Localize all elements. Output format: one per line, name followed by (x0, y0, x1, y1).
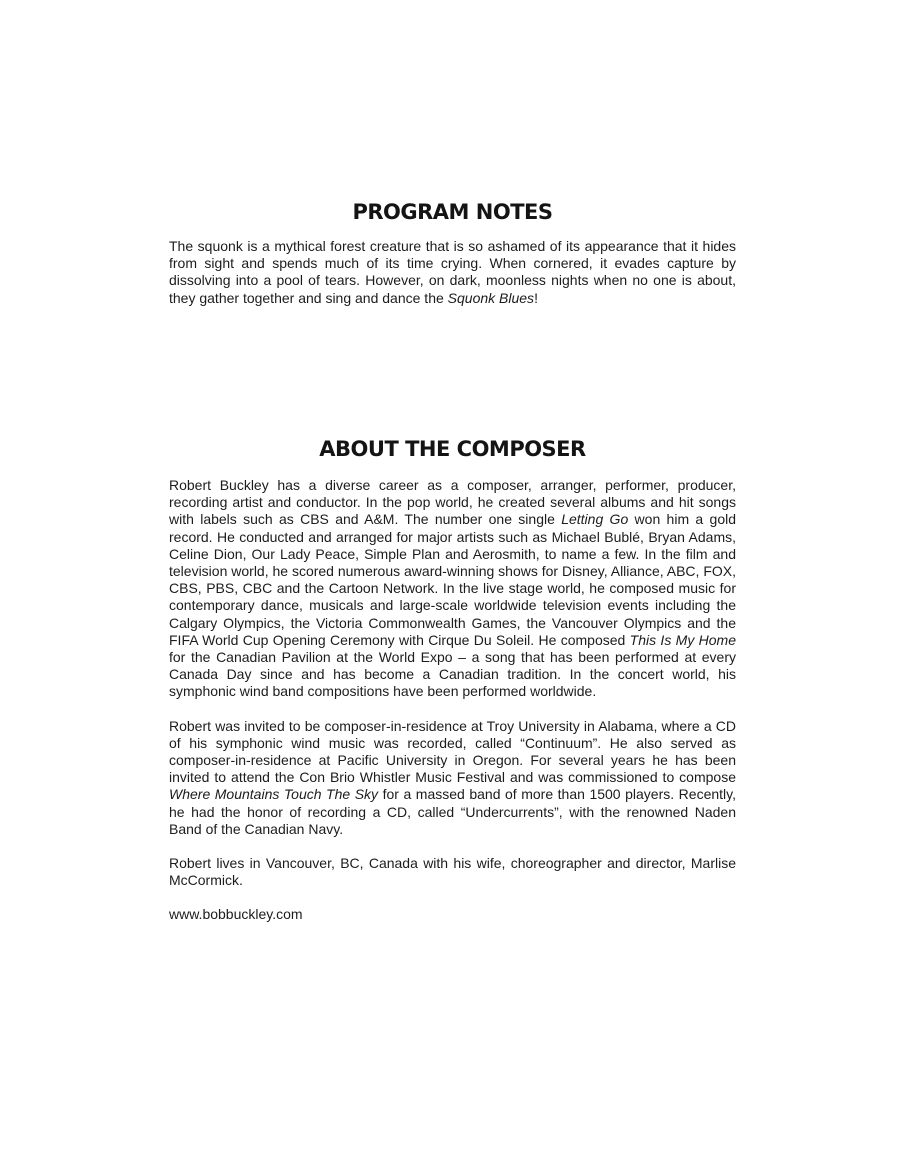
where-mountains-touch-the-sky-title: Where Mountains Touch The Sky (169, 786, 379, 803)
composer-bio-paragraph-3: Robert lives in Vancouver, BC, Canada with his wife, choreographer and director, Marlise McCormick. (169, 855, 736, 889)
composer-bio-paragraph-2 (169, 718, 736, 838)
bio-text: for a massed band of more than 1500 players. Recently, he had the honor of recording a CD, called “Undercurrents”, with the renowned Naden Band of the Canadian Navy. (169, 786, 736, 837)
bio-text: won him a gold record. He conducted and arranged for major artists such as Michael Bublé, Bryan Adams, Celine Dion, Our Lady Peace, Simple Plan and Aerosmith, to name a few. In the film and television world, he scored numerous award-winning shows for Disney, Alliance, ABC, FOX, CBS, PBS, CBC and the Cartoon Network. In the live stage world, he composed music for contemporary dance, musicals and large-scale worldwide television events including the Calgary Olympics, the Victoria Commonwealth Games, the Vancouver Olympics and the FIFA World Cup Opening Ceremony with Cirque Du Soleil. He composed (169, 511, 736, 648)
program-notes-text-part: The squonk is a mythical forest creature that is so ashamed of its appearance that it hides from sight and spends much of its time crying. When cornered, it evades capture by dissolving into a pool of tears. However, on dark, moonless nights when no one is about, they gather together and sing and dance the (169, 238, 736, 306)
website-link[interactable]: www.bobbuckley.com (169, 906, 303, 923)
composer-bio-paragraph-1 (169, 477, 736, 701)
squonk-blues-title: Squonk Blues (447, 289, 535, 306)
program-notes-text (169, 238, 736, 307)
about-composer-section (169, 437, 736, 924)
program-notes-text-end: ! (534, 289, 538, 306)
program-notes-section (169, 200, 736, 307)
about-composer-heading: ABOUT THE COMPOSER (319, 437, 586, 461)
letting-go-title: Letting Go (561, 511, 629, 528)
this-is-my-home-title: This Is My Home (629, 631, 736, 648)
program-notes-heading: PROGRAM NOTES (352, 200, 553, 224)
bio-text: Robert Buckley has a diverse career as a composer, arranger, performer, producer, recording artist and conductor. In the pop world, he created several albums and hit songs with labels such as CBS and A&M. The number one single (169, 477, 736, 528)
bio-text: Robert was invited to be composer-in-residence at Troy University in Alabama, where a CD of his symphonic wind music was recorded, called “Continuum”. He also served as composer-in-residence at Pacific University in Oregon. For several years he has been invited to attend the Con Brio Whistler Music Festival and was commissioned to compose (169, 717, 736, 786)
bio-text: for the Canadian Pavilion at the World Expo – a song that has been performed at every Canada Day since and has become a Canadian tradition. In the concert world, his symphonic wind band compositions have been performed worldwide. (169, 649, 736, 700)
